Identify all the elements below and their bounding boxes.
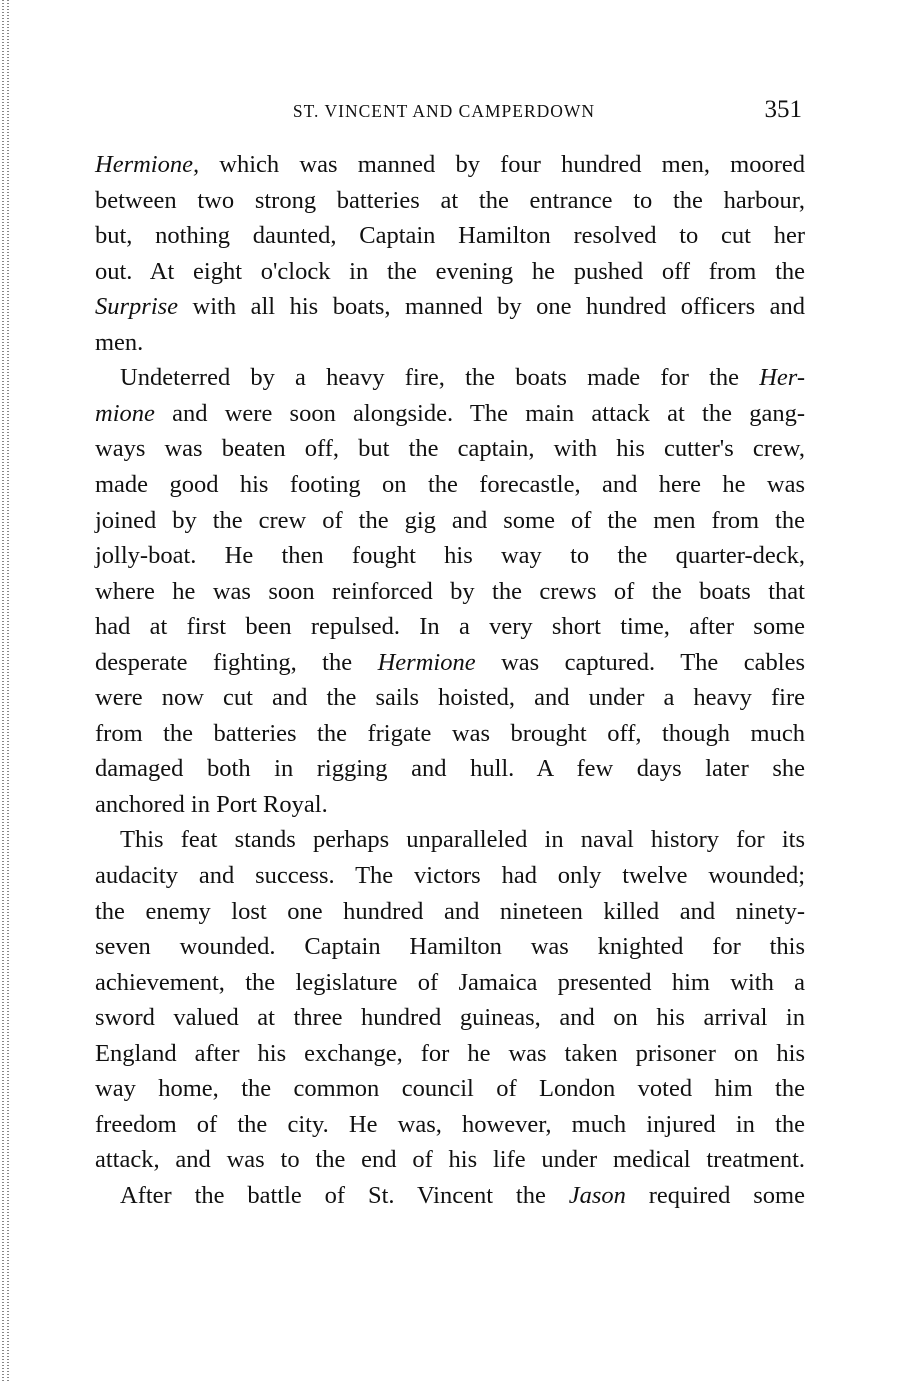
- text-span: where he was soon reinforced by the crews of the boats that: [95, 577, 805, 605]
- italic-text: Surprise: [95, 293, 179, 321]
- text-span: anchored in Port Royal.: [95, 790, 328, 818]
- text-span: This feat stands perhaps unparalleled in naval history for its: [120, 826, 805, 854]
- text-line: [95, 257, 805, 287]
- text-span: with all his boats, manned by one hundred officers and: [178, 293, 805, 321]
- text-span: out. At eight o'clock in the evening he pushed off from the: [95, 257, 805, 285]
- text-line: [95, 577, 805, 607]
- text-span: freedom of the city. He was, however, much injured in the: [95, 1110, 805, 1138]
- text-span: but, nothing daunted, Captain Hamilton resolved to cut her: [95, 222, 805, 250]
- text-span: from the batteries the frigate was brought off, though much: [95, 719, 805, 747]
- text-line: [95, 541, 805, 571]
- text-line: [95, 754, 805, 784]
- text-line: [95, 790, 805, 820]
- text-line: [120, 825, 805, 855]
- text-line: [95, 1110, 805, 1140]
- text-line: [95, 1039, 805, 1069]
- text-span: had at first been repulsed. In a very short time, after some: [95, 613, 805, 641]
- text-line: [95, 861, 805, 891]
- text-span: attack, and was to the end of his life under medical treatment.: [95, 1146, 805, 1174]
- text-span: made good his footing on the forecastle, and here he was: [95, 470, 805, 498]
- text-line: [95, 150, 805, 180]
- text-line: [95, 683, 805, 713]
- text-span: sword valued at three hundred guineas, and on his arrival in: [95, 1004, 805, 1032]
- text-line: [120, 363, 805, 393]
- page-edge-shadow: [7, 0, 9, 1381]
- text-line: [95, 968, 805, 998]
- italic-text: mione: [95, 399, 155, 427]
- text-line: [95, 719, 805, 749]
- italic-text: Her-: [759, 364, 805, 392]
- text-span: ways was beaten off, but the captain, with his cutter's crew,: [95, 435, 805, 463]
- text-span: which was manned by four hundred men, moored: [199, 151, 805, 178]
- text-line: [95, 399, 805, 429]
- text-span: way home, the common council of London voted him the: [95, 1075, 805, 1103]
- italic-text: Hermione: [377, 648, 476, 676]
- text-line: [95, 648, 805, 678]
- text-span: desperate fighting, the: [95, 648, 378, 676]
- text-line: [95, 1003, 805, 1033]
- running-title: ST. VINCENT AND CAMPERDOWN: [292, 101, 596, 121]
- text-span: and were soon alongside. The main attack at the gang-: [154, 399, 805, 427]
- text-line: [95, 470, 805, 500]
- italic-text: Jason: [568, 1181, 626, 1209]
- text-line: [95, 897, 805, 927]
- italic-text: Hermione,: [95, 151, 200, 178]
- page-number: 351: [764, 96, 802, 123]
- text-line: [95, 1145, 805, 1175]
- text-line: [95, 612, 805, 642]
- text-span: was captured. The cables: [475, 648, 805, 676]
- text-span: damaged both in rigging and hull. A few days later she: [95, 755, 805, 783]
- text-span: audacity and success. The victors had only twelve wounded;: [95, 862, 805, 889]
- text-line: [120, 1181, 805, 1211]
- text-line: [95, 328, 805, 358]
- text-span: required some: [625, 1181, 805, 1209]
- text-line: [95, 1074, 805, 1104]
- text-span: joined by the crew of the gig and some of the men from the: [95, 506, 805, 534]
- text-line: [95, 932, 805, 962]
- text-span: England after his exchange, for he was taken prisoner on his: [95, 1039, 805, 1067]
- text-line: [95, 221, 805, 251]
- text-span: achievement, the legislature of Jamaica presented him with a: [95, 968, 805, 996]
- page-edge-shadow: [2, 0, 4, 1381]
- text-line: [95, 506, 805, 536]
- text-span: were now cut and the sails hoisted, and under a heavy fire: [95, 684, 805, 712]
- text-line: [95, 292, 805, 322]
- text-span: the enemy lost one hundred and nineteen killed and ninety-: [95, 897, 805, 925]
- text-span: men.: [95, 328, 144, 356]
- text-span: jolly-boat. He then fought his way to the quarter-deck,: [95, 542, 805, 570]
- text-span: Undeterred by a heavy fire, the boats made for the: [120, 364, 760, 392]
- text-line: [95, 434, 805, 464]
- text-span: After the battle of St. Vincent the: [120, 1181, 569, 1209]
- text-line: [95, 186, 805, 216]
- text-span: seven wounded. Captain Hamilton was knighted for this: [95, 933, 805, 961]
- text-span: between two strong batteries at the entrance to the harbour,: [95, 186, 805, 214]
